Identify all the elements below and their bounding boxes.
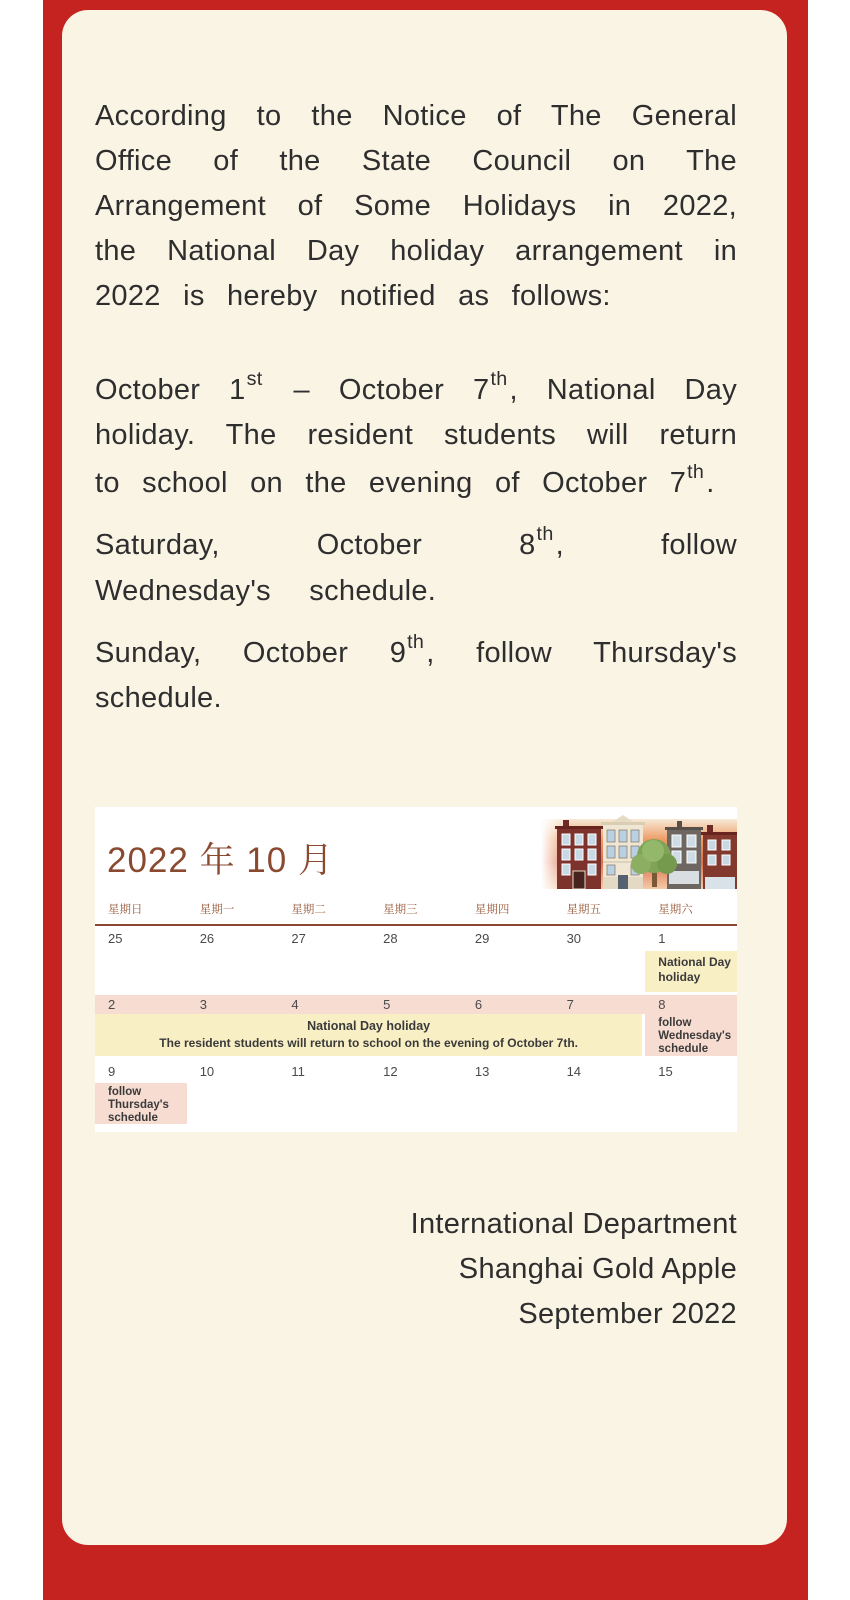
weekday-label: 星期一 (199, 903, 235, 916)
notice-paragraph-holiday-dates: October 1st – October 7th, National Day holiday. The resident students will return to school on the evening of October 7th. (95, 368, 738, 500)
event-oct9-follow-thursday: follow Thursday's schedule (95, 1083, 187, 1124)
weekday-label: 星期五 (566, 903, 602, 916)
calendar-date: 26 (199, 930, 215, 946)
calendar-date: 3 (199, 996, 207, 1012)
red-frame (43, 0, 808, 1600)
calendar-date: 5 (383, 996, 391, 1012)
notice-paragraph-saturday: Saturday, October 8th, follow Wednesday's schedule. (95, 523, 737, 607)
weekday-label: 星期三 (383, 903, 418, 916)
signature-department: International Department (410, 1207, 737, 1240)
calendar-week-3-dates (95, 1056, 737, 1080)
signature-block (95, 1202, 737, 1337)
holiday-band-note: The resident students will return to school on the evening of October 7th. (159, 1035, 578, 1050)
calendar (95, 807, 737, 1132)
calendar-week-2-events (95, 1014, 737, 1056)
calendar-date: 28 (383, 930, 398, 946)
calendar-date: 15 (658, 1063, 673, 1079)
signature-school: Shanghai Gold Apple (458, 1252, 737, 1285)
weekday-label: 星期日 (108, 903, 143, 916)
calendar-date: 29 (474, 930, 490, 946)
calendar-date: 27 (291, 930, 306, 946)
event-national-day-holiday-band (95, 1014, 642, 1056)
calendar-week-2-dates (95, 995, 737, 1014)
event-oct1-national-day: National Day holiday (645, 951, 737, 992)
weekday-label: 星期六 (658, 903, 693, 916)
calendar-date-oct8: 8 (658, 996, 666, 1012)
calendar-date: 12 (383, 1063, 398, 1079)
weekday-label: 星期四 (474, 903, 510, 916)
calendar-date: 13 (474, 1063, 490, 1079)
signature-date: September 2022 (518, 1297, 737, 1330)
calendar-title: 2022 年 10 月 (107, 840, 334, 880)
calendar-date: 6 (474, 996, 483, 1012)
event-oct8-follow-wednesday: follow Wednesday's schedule (645, 1014, 737, 1056)
calendar-date-oct9: 9 (108, 1063, 116, 1079)
calendar-week-3-events (95, 1083, 737, 1124)
notice-paragraph-intro: According to the Notice of The General Office of the State Council on The Arrangement of Some Holidays in 2022, the National Day holiday arrangement in 2022 is hereby notified as follows: (95, 100, 737, 312)
weekday-label: 星期二 (291, 903, 326, 916)
calendar-date: 11 (291, 1063, 305, 1079)
calendar-header (95, 807, 737, 901)
calendar-date: 25 (108, 930, 123, 946)
calendar-date: 7 (566, 996, 574, 1012)
calendar-date: 10 (199, 1063, 215, 1079)
calendar-date: 4 (291, 996, 299, 1012)
calendar-date: 2 (108, 996, 116, 1012)
notice-paragraph-sunday: Sunday, October 9th, follow Thursday's schedule. (95, 630, 737, 714)
calendar-weekday-header (95, 901, 737, 926)
calendar-date-oct1: 1 (658, 930, 666, 946)
holiday-band-title: National Day holiday (307, 1018, 431, 1033)
city-illustration (541, 811, 737, 889)
notice-card (62, 10, 787, 1545)
calendar-date: 14 (566, 1063, 582, 1079)
calendar-week-1 (95, 926, 737, 995)
calendar-date: 30 (566, 930, 582, 946)
